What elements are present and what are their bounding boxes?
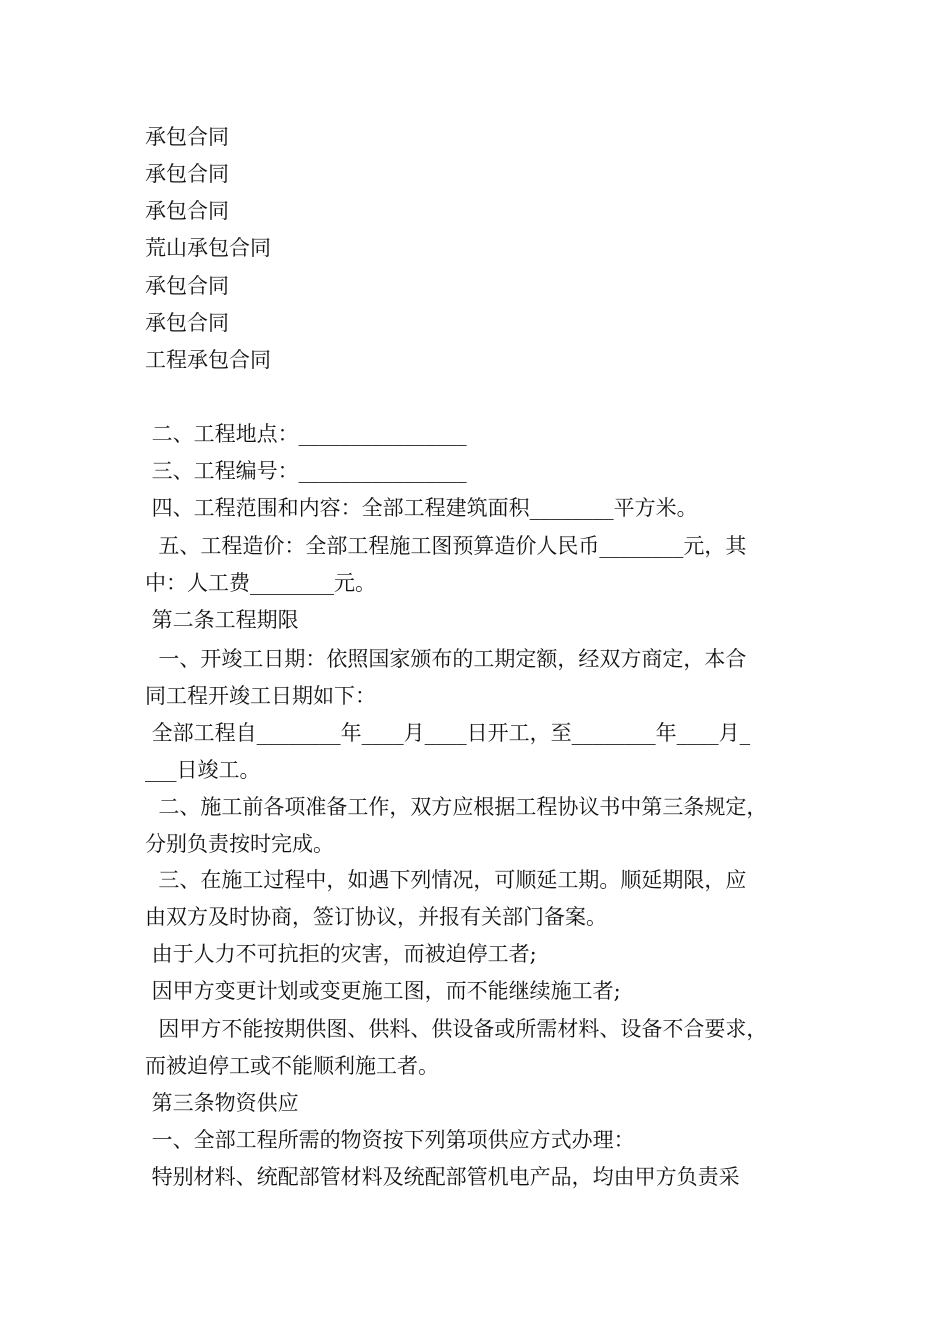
text-line: 分别负责按时完成。 [145,832,334,856]
text-line: 特别材料、统配部管材料及统配部管机电产品，均由甲方负责采 [145,1165,740,1189]
contract-title-7: 工程承包合同 [145,348,271,372]
text-line: 全部工程自________年____月____日开工，至________年____月_ [145,721,751,745]
text-line: 四、工程范围和内容：全部工程建筑面积________平方米。 [145,496,698,520]
text-line: 一、开竣工日期：依照国家颁布的工期定额，经双方商定，本合 [145,647,747,671]
section-heading: 第三条物资供应 [145,1091,299,1115]
text-line: 五、工程造价：全部工程施工图预算造价人民币________元，其 [145,534,747,558]
text-line: 三、在施工过程中，如遇下列情况，可顺延工期。顺延期限，应 [145,868,747,892]
contract-title-5: 承包合同 [145,274,229,298]
text-line: 而被迫停工或不能顺利施工者。 [145,1054,439,1078]
text-line: ___日竣工。 [145,758,261,782]
text-line: 中：人工费________元。 [145,571,376,595]
text-line: 一、全部工程所需的物资按下列第项供应方式办理： [145,1128,635,1152]
contract-title-2: 承包合同 [145,162,229,186]
contract-title-1: 承包合同 [145,125,229,149]
text-line: 因甲方变更计划或变更施工图，而不能继续施工者; [145,979,621,1003]
text-line: 由双方及时协商，签订协议，并报有关部门备案。 [145,905,607,929]
contract-title-6: 承包合同 [145,311,229,335]
contract-title-3: 承包合同 [145,199,229,223]
text-line: 二、施工前各项准备工作，双方应根据工程协议书中第三条规定， [145,795,768,819]
section-heading: 第二条工程期限 [145,608,299,632]
text-line: 三、工程编号：________________ [145,459,467,483]
text-line: 二、工程地点：________________ [145,422,467,446]
text-line: 同工程开竣工日期如下： [145,684,376,708]
text-line: 由于人力不可抗拒的灾害，而被迫停工者; [145,942,537,966]
contract-title-4: 荒山承包合同 [145,236,271,260]
text-line: 因甲方不能按期供图、供料、供设备或所需材料、设备不合要求， [145,1017,768,1041]
